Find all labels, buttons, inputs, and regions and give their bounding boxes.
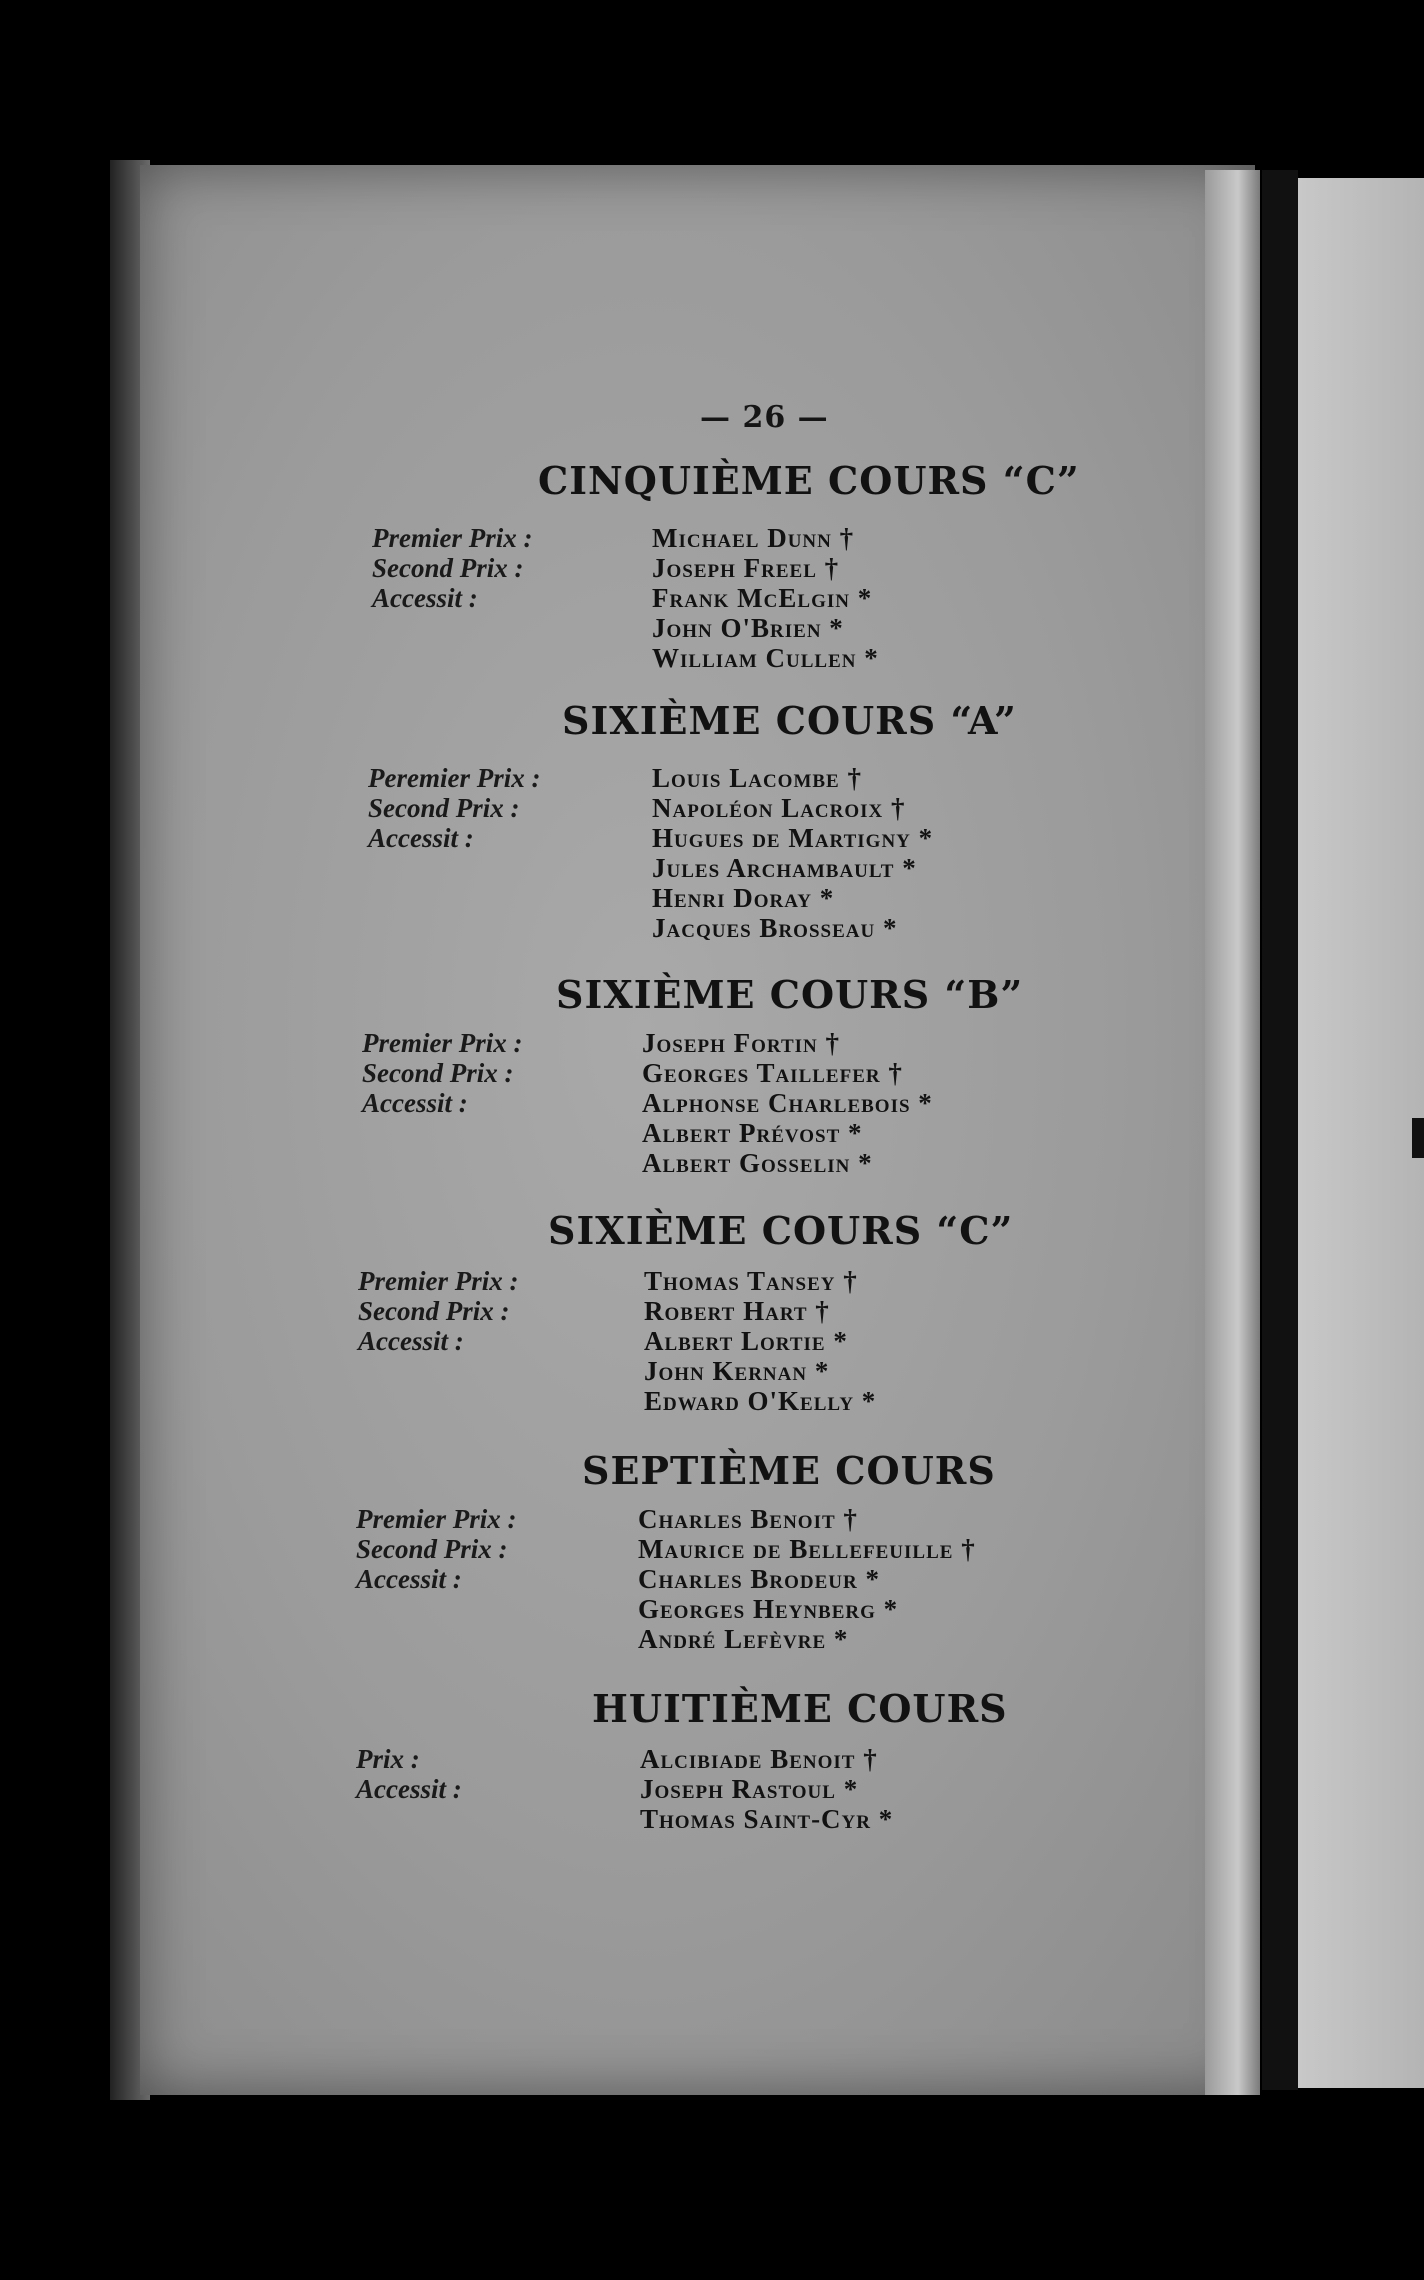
section-title: SEPTIÈME COURS <box>582 1448 996 1493</box>
prize-labels <box>356 1744 462 1804</box>
prize-labels <box>356 1504 516 1594</box>
prize-label: Premier Prix : <box>372 523 533 553</box>
winner-name: Thomas Tansey † <box>644 1266 858 1296</box>
prize-label: Accessit : <box>358 1326 464 1356</box>
winner-name: Albert Lortie * <box>644 1326 848 1356</box>
prize-label: Premier Prix : <box>362 1028 523 1058</box>
winner-name: William Cullen * <box>652 643 879 673</box>
page-number: — 26 — <box>700 400 829 435</box>
prize-label: Second Prix : <box>356 1534 508 1564</box>
winner-names <box>638 1504 976 1654</box>
winner-name: Jacques Brosseau * <box>652 913 898 943</box>
winner-name: Napoléon Lacroix † <box>652 793 906 823</box>
winner-name: Charles Benoit † <box>638 1504 858 1534</box>
winner-name: Joseph Freel † <box>652 553 840 583</box>
prize-label: Peremier Prix : <box>368 763 541 793</box>
prize-label: Accessit : <box>372 583 478 613</box>
section-title: SIXIÈME COURS “A” <box>562 698 1017 743</box>
winner-names <box>642 1028 933 1178</box>
winner-name: Georges Taillefer † <box>642 1058 903 1088</box>
winner-name: Frank McElgin * <box>652 583 873 613</box>
winner-name: Henri Doray * <box>652 883 835 913</box>
winner-name: Maurice de Bellefeuille † <box>638 1534 976 1564</box>
section-title: SIXIÈME COURS “C” <box>548 1208 1014 1253</box>
section-title: CINQUIÈME COURS “C” <box>538 458 1080 503</box>
section-title: SIXIÈME COURS “B” <box>556 972 1024 1017</box>
winner-name: John Kernan * <box>644 1356 830 1386</box>
prize-labels <box>358 1266 518 1356</box>
book-binding <box>1262 170 1298 2090</box>
prize-labels <box>368 763 540 853</box>
winner-name: Alphonse Charlebois * <box>642 1088 933 1118</box>
winner-name: Charles Brodeur * <box>638 1564 880 1594</box>
prize-label: Second Prix : <box>368 793 520 823</box>
winner-name: Robert Hart † <box>644 1296 830 1326</box>
winner-names <box>644 1266 876 1416</box>
winner-name: Louis Lacombe † <box>652 763 862 793</box>
prize-label: Accessit : <box>362 1088 468 1118</box>
winner-name: André Lefèvre * <box>638 1624 849 1654</box>
facing-page-mark <box>1412 1118 1424 1158</box>
section-title: HUITIÈME COURS <box>592 1686 1008 1731</box>
winner-name: Joseph Fortin † <box>642 1028 841 1058</box>
winner-name: Albert Prévost * <box>642 1118 863 1148</box>
prize-label: Prix : <box>356 1744 420 1774</box>
winner-name: Thomas Saint-Cyr * <box>640 1804 894 1834</box>
winner-name: Alcibiade Benoit † <box>640 1744 878 1774</box>
prize-labels <box>372 523 532 613</box>
facing-page <box>1298 178 1424 2088</box>
prize-label: Accessit : <box>368 823 474 853</box>
winner-names <box>652 763 933 943</box>
prize-label: Accessit : <box>356 1774 462 1804</box>
prize-label: Second Prix : <box>358 1296 510 1326</box>
winner-names <box>640 1744 893 1834</box>
winner-name: John O'Brien * <box>652 613 844 643</box>
winner-name: Michael Dunn † <box>652 523 855 553</box>
winner-name: Albert Gosselin * <box>642 1148 873 1178</box>
prize-label: Premier Prix : <box>356 1504 517 1534</box>
winner-names <box>652 523 879 673</box>
winner-name: Edward O'Kelly * <box>644 1386 877 1416</box>
prize-label: Second Prix : <box>362 1058 514 1088</box>
prize-label: Second Prix : <box>372 553 524 583</box>
winner-name: Joseph Rastoul * <box>640 1774 859 1804</box>
winner-name: Hugues de Martigny * <box>652 823 934 853</box>
winner-name: Jules Archambault * <box>652 853 917 883</box>
prize-label: Premier Prix : <box>358 1266 519 1296</box>
prize-label: Accessit : <box>356 1564 462 1594</box>
winner-name: Georges Heynberg * <box>638 1594 899 1624</box>
prize-labels <box>362 1028 522 1118</box>
page-edge <box>1205 170 1260 2095</box>
